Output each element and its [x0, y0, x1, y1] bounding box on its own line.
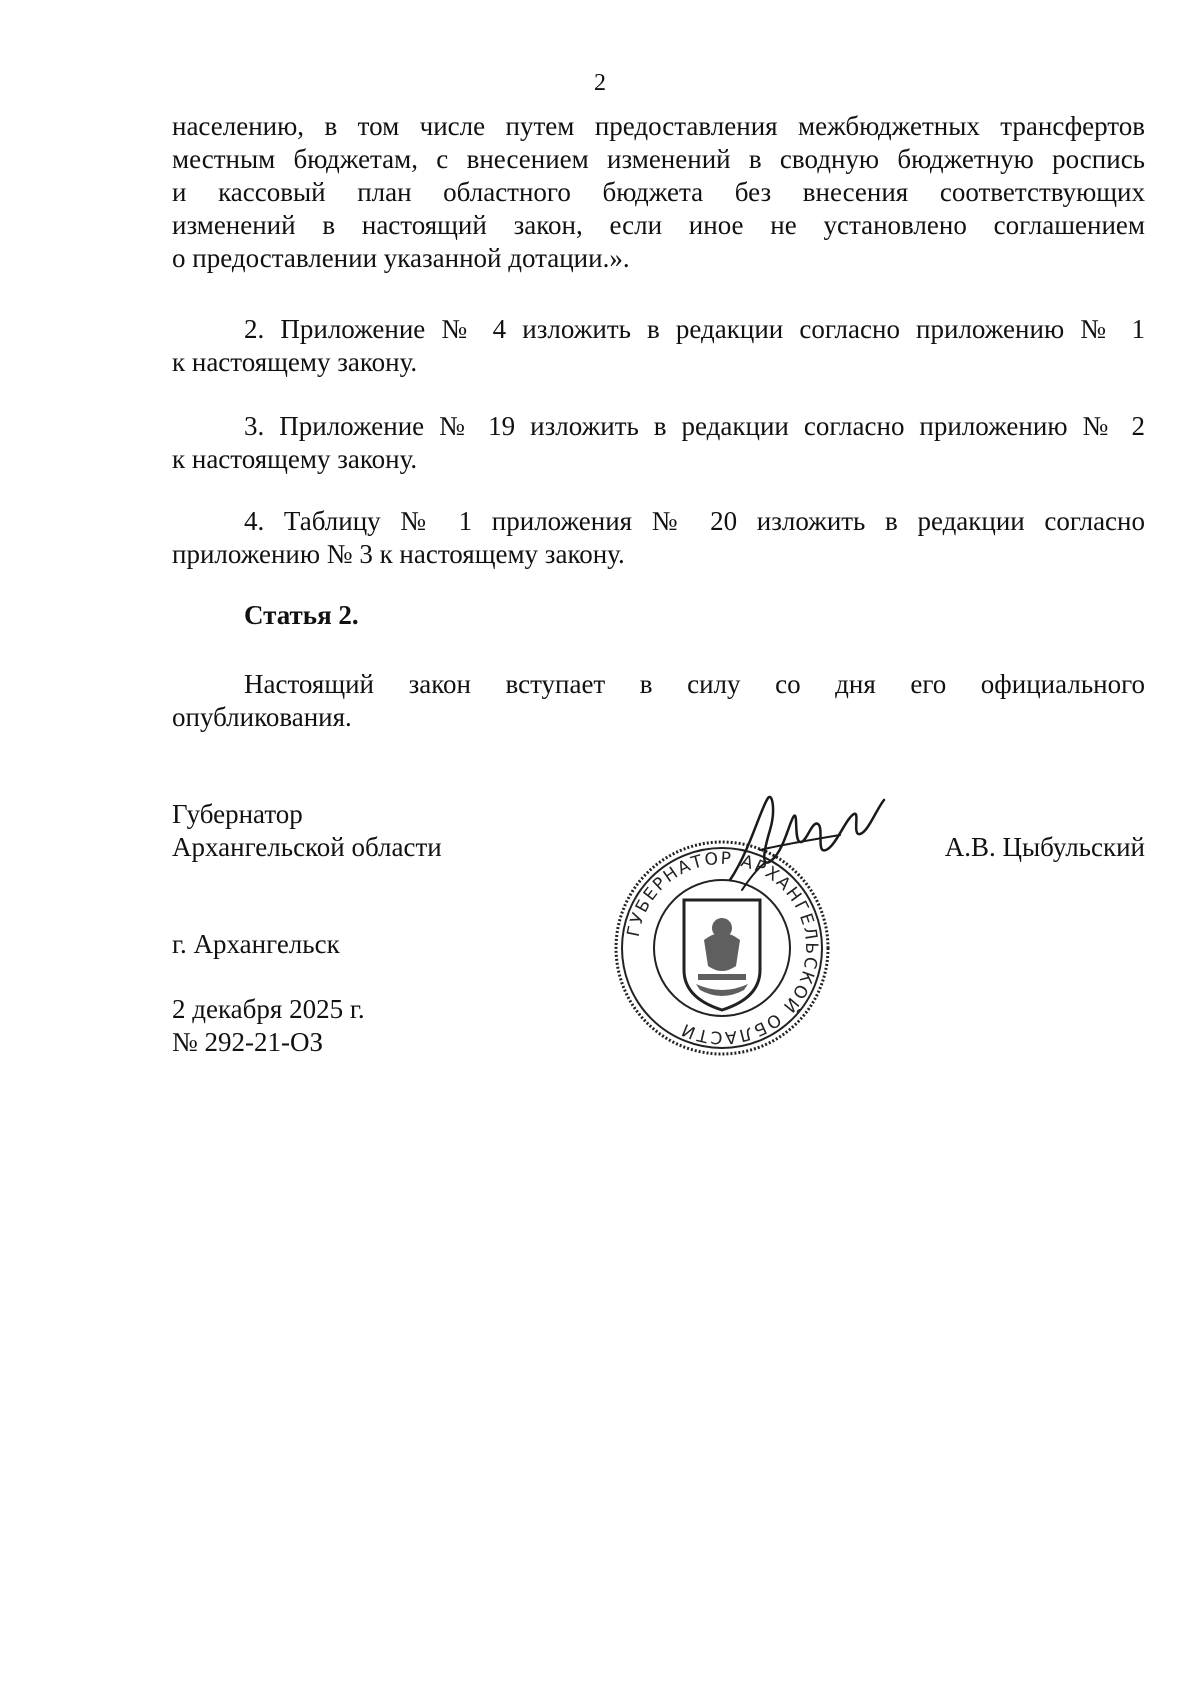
signatory-title-line: Архангельской области	[172, 832, 442, 862]
text-line: изменений в настоящий закон, если иное не установлено соглашением	[172, 210, 1145, 240]
paragraph-continuation	[172, 110, 1145, 275]
coat-of-arms-icon	[696, 918, 748, 996]
item-4	[172, 505, 1145, 571]
text-line: о предоставлении указанной дотации.».	[172, 243, 630, 273]
text-line: приложению № 3 к настоящему закону.	[172, 539, 625, 569]
text-line: и кассовый план областного бюджета без внесения соответствующих	[172, 177, 1145, 207]
text-line: населению, в том числе путем предоставления межбюджетных трансфертов	[172, 111, 1145, 141]
article-text	[172, 668, 1145, 734]
text-line: Настоящий закон вступает в силу со дня его официального	[244, 669, 1145, 699]
place: г. Архангельск	[172, 929, 340, 959]
handwritten-signature	[720, 790, 890, 900]
article-heading: Статья 2.	[244, 600, 359, 630]
text-line: 2. Приложение № 4 изложить в редакции согласно приложению № 1	[244, 314, 1145, 344]
page-number: 2	[594, 70, 606, 96]
signing-date: 2 декабря 2025 г.	[172, 994, 365, 1024]
text-line: к настоящему закону.	[172, 347, 418, 377]
text-line: опубликования.	[172, 702, 352, 732]
item-2	[172, 313, 1145, 379]
text-line: 3. Приложение № 19 изложить в редакции согласно приложению № 2	[244, 411, 1145, 441]
text-line: местным бюджетам, с внесением изменений в сводную бюджетную роспись	[172, 144, 1145, 174]
signatory-name: А.В. Цыбульский	[944, 832, 1145, 862]
item-3	[172, 410, 1145, 476]
seal-text: ГУБЕРНАТОР АРХАНГЕЛЬСКОЙ ОБЛАСТИ	[623, 848, 822, 1048]
registration-number: № 292-21-ОЗ	[172, 1027, 324, 1057]
text-line: к настоящему закону.	[172, 444, 418, 474]
signatory-title-line: Губернатор	[172, 799, 303, 829]
text-line: 4. Таблицу № 1 приложения № 20 изложить в редакции согласно	[244, 506, 1145, 536]
